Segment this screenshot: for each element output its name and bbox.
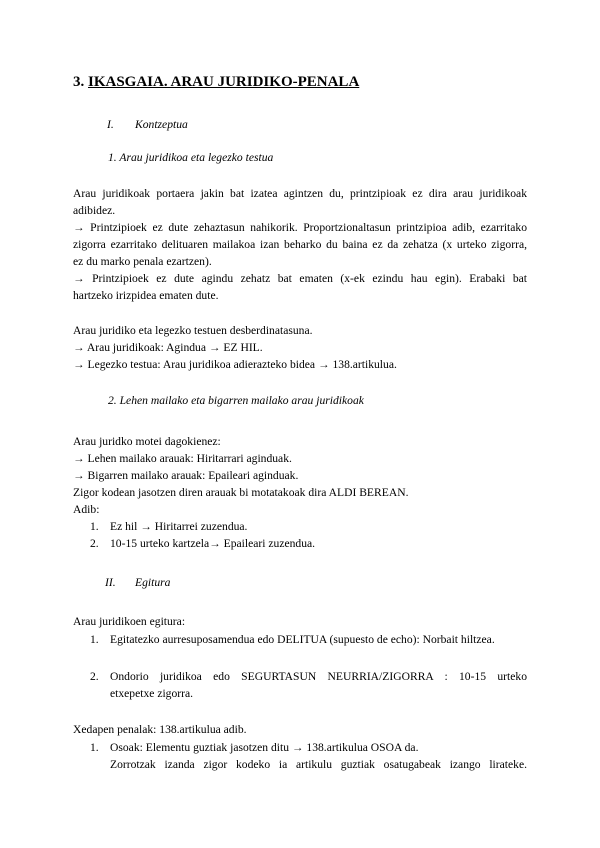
paragraph-line: Arau juridiko eta legezko testuen desberdinatasuna. (73, 324, 313, 337)
section-numeral: I. (107, 118, 114, 131)
page-title-text: IKASGAIA. ARAU JURIDIKO-PENALA (88, 74, 360, 90)
list-item: Egitatezko aurresuposamendua edo DELITUA (supuesto de echo): Norbait hiltzea. (110, 633, 495, 646)
subsection-heading: 2. Lehen mailako eta bigarren mailako arau juridikoak (108, 394, 364, 407)
list-item: Ez hil → Hiritarrei zuzendua. (110, 520, 248, 533)
paragraph-line: Arau juridikoen egitura: (73, 615, 186, 628)
paragraph-line: Arau juridikoak portaera jakin bat izatea agintzen du, printzipioak ez dira arau juridikoak (73, 187, 527, 200)
paragraph-line: Zigor kodean jasotzen diren arauak bi motatakoak dira ALDI BEREAN. (73, 486, 409, 499)
list-item: 10-15 urteko kartzela→ Epaileari zuzendua. (110, 537, 316, 550)
paragraph-line: → Bigarren mailako arauak: Epaileari aginduak. (73, 469, 299, 482)
page-title: 3. IKASGAIA. ARAU JURIDIKO-PENALA (73, 74, 360, 90)
paragraph-line: zigorra ezarritako delituaren mailakoa izan beharko du baina ez da zehatza (x urteko zigorra, (73, 238, 527, 251)
paragraph-line: → Printzipioek ez dute agindu zehatz bat ematen (x-ek ezindu hau egin). Erabaki bat (73, 272, 527, 285)
paragraph-line: adibidez. (73, 204, 116, 217)
list-item-continued: etxepetxe zigorra. (110, 687, 194, 700)
list-item-continued: Zorrotzak izanda zigor kodeko ia artikulu guztiak osatugabeak izango lirateke. (110, 758, 527, 771)
paragraph-line: Arau juridko motei dagokienez: (73, 435, 221, 448)
paragraph-line: → Legezko testua: Arau juridikoa adierazteko bidea → 138.artikulua. (73, 358, 397, 371)
list-item-number: 2. (90, 537, 99, 550)
section-numeral: II. (105, 576, 116, 589)
paragraph-line: → Printzipioek ez dute zehaztasun nahikorik. Proportzionaltasun printzipioa adib, ezarritako (73, 221, 527, 234)
paragraph-line: → Arau juridikoak: Agindua → EZ HIL. (73, 341, 263, 354)
list-item-number: 2. (90, 670, 99, 683)
paragraph-line: hartzeko irizpidea ematen dute. (73, 289, 219, 302)
list-item: Osoak: Elementu guztiak jasotzen ditu → 138.artikulua OSOA da. (110, 741, 419, 754)
list-item: Ondorio juridikoa edo SEGURTASUN NEURRIA/ZIGORRA : 10-15 urteko (110, 670, 527, 683)
paragraph-line: → Lehen mailako arauak: Hiritarrari aginduak. (73, 452, 292, 465)
list-item-number: 1. (90, 633, 99, 646)
paragraph-line: Xedapen penalak: 138.artikulua adib. (73, 723, 247, 736)
paragraph-line: Adib: (73, 503, 100, 516)
paragraph-line: ez du marko penala ezartzen). (73, 255, 212, 268)
section-heading: Kontzeptua (135, 118, 188, 131)
section-heading: Egitura (135, 576, 171, 589)
list-item-number: 1. (90, 741, 99, 754)
list-item-number: 1. (90, 520, 99, 533)
subsection-heading: 1. Arau juridikoa eta legezko testua (108, 151, 274, 164)
